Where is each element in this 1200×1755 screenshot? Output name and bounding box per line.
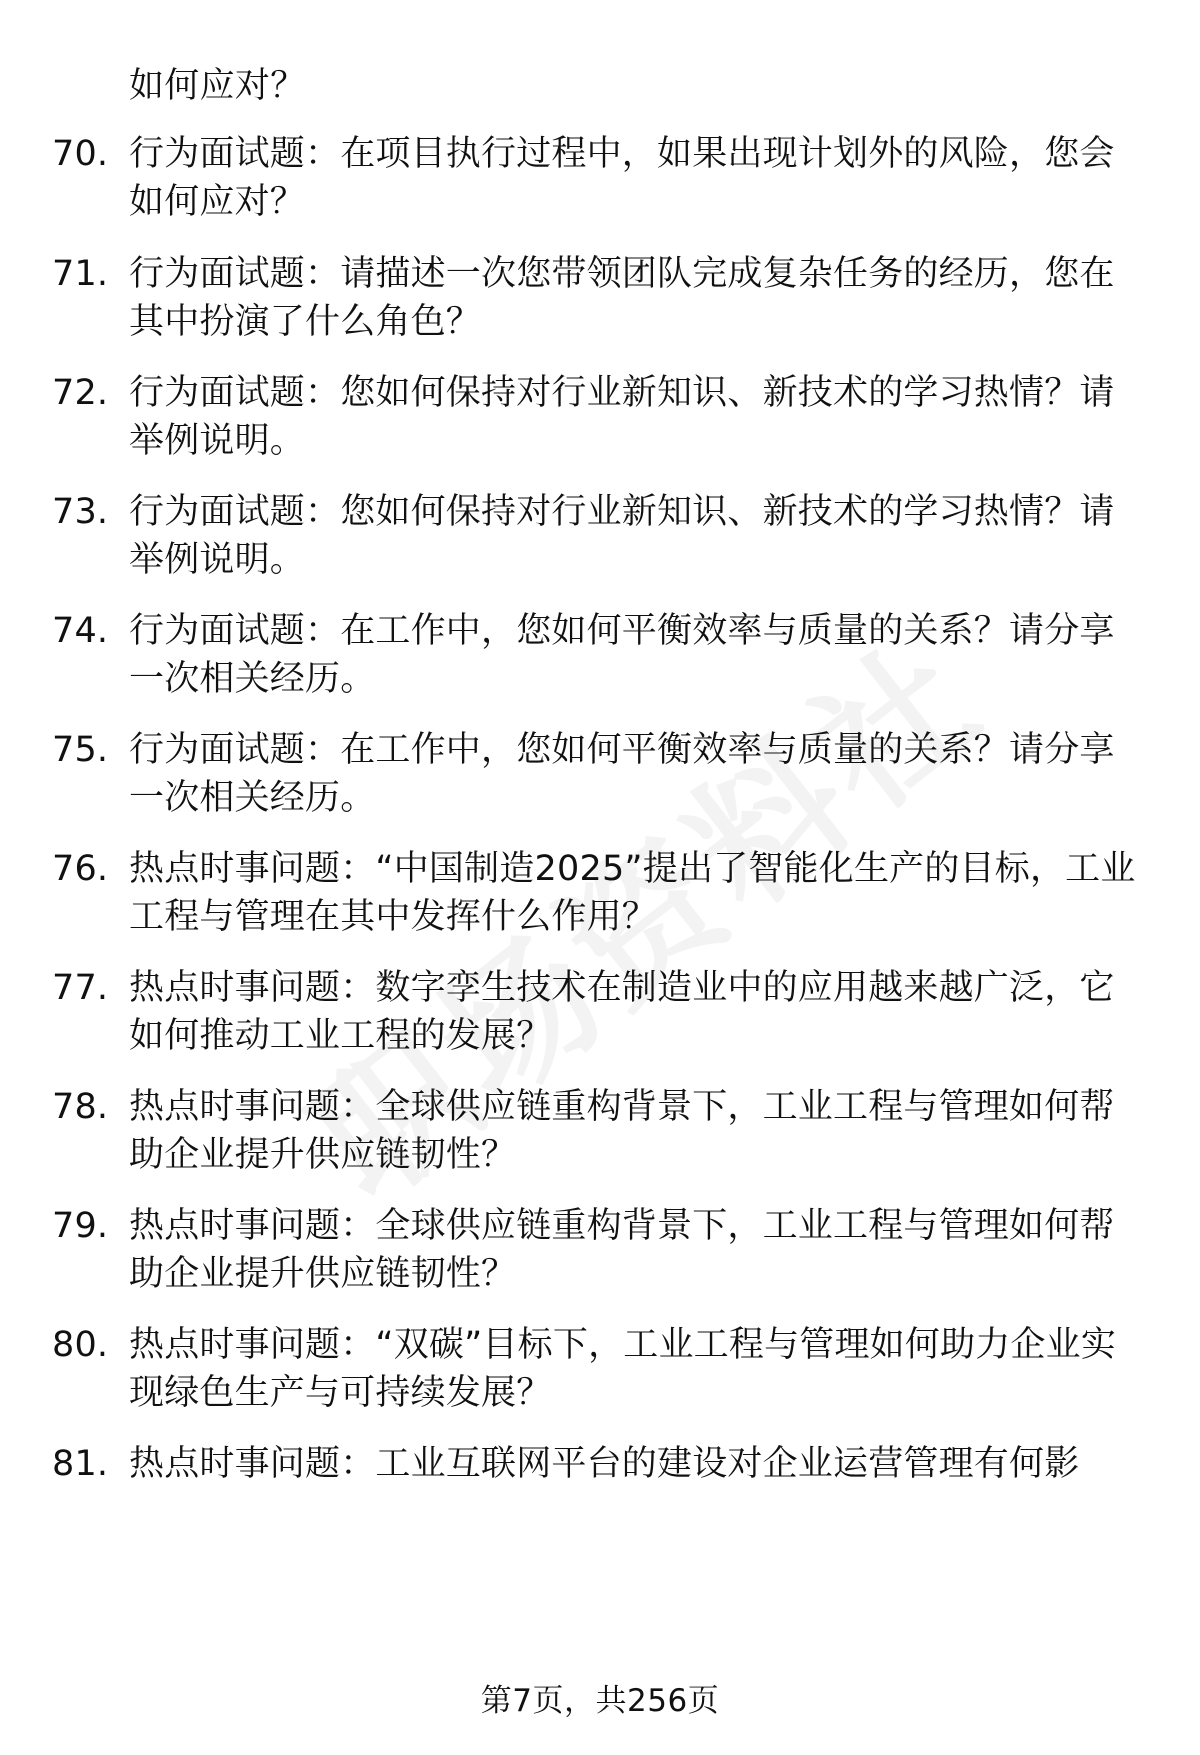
question-number: 77. [52, 968, 109, 1008]
question-number: 70. [52, 134, 109, 174]
question-number: 80. [52, 1325, 109, 1365]
question-text: 热点时事问题：“双碳”目标下，工业工程与管理如何助力企业实现绿色生产与可持续发展？ [129, 1325, 1117, 1413]
question-text: 行为面试题：在项目执行过程中，如果出现计划外的风险，您会如何应对？ [129, 134, 1115, 222]
question-item [52, 1321, 1152, 1417]
question-number: 71. [52, 254, 109, 294]
question-item [52, 726, 1152, 822]
question-item [52, 845, 1152, 941]
question-text: 行为面试题：在工作中，您如何平衡效率与质量的关系？请分享一次相关经历。 [129, 730, 1115, 818]
question-text: 行为面试题：您如何保持对行业新知识、新技术的学习热情？请举例说明。 [129, 492, 1115, 580]
question-item [52, 1083, 1152, 1179]
question-item [52, 1440, 1152, 1488]
question-number: 81. [52, 1444, 109, 1484]
question-text: 热点时事问题：“中国制造2025”提出了智能化生产的目标，工业工程与管理在其中发挥什么作用？ [129, 849, 1136, 937]
question-item [52, 369, 1152, 465]
question-item [52, 488, 1152, 584]
question-number: 79. [52, 1206, 109, 1246]
question-item [52, 607, 1152, 703]
question-text: 行为面试题：请描述一次您带领团队完成复杂任务的经历，您在其中扮演了什么角色？ [129, 254, 1115, 342]
question-item [52, 130, 1152, 226]
question-text: 行为面试题：在工作中，您如何平衡效率与质量的关系？请分享一次相关经历。 [129, 611, 1115, 699]
question-text: 热点时事问题：工业互联网平台的建设对企业运营管理有何影 [129, 1444, 1080, 1484]
question-item [52, 250, 1152, 346]
question-number: 74. [52, 611, 109, 651]
question-text: 热点时事问题：数字孪生技术在制造业中的应用越来越广泛，它如何推动工业工程的发展？ [129, 968, 1115, 1056]
question-number: 75. [52, 730, 109, 770]
question-item [52, 1202, 1152, 1298]
question-text: 行为面试题：您如何保持对行业新知识、新技术的学习热情？请举例说明。 [129, 373, 1115, 461]
page-footer: 第7页，共256页 [480, 1683, 720, 1719]
question-text: 热点时事问题：全球供应链重构背景下，工业工程与管理如何帮助企业提升供应链韧性？ [129, 1087, 1115, 1175]
question-number: 76. [52, 849, 109, 889]
continuation-text: 如何应对？ [129, 66, 306, 106]
question-number: 73. [52, 492, 109, 532]
question-number: 78. [52, 1087, 109, 1127]
question-text: 热点时事问题：全球供应链重构背景下，工业工程与管理如何帮助企业提升供应链韧性？ [129, 1206, 1115, 1294]
question-item [52, 964, 1152, 1060]
question-number: 72. [52, 373, 109, 413]
